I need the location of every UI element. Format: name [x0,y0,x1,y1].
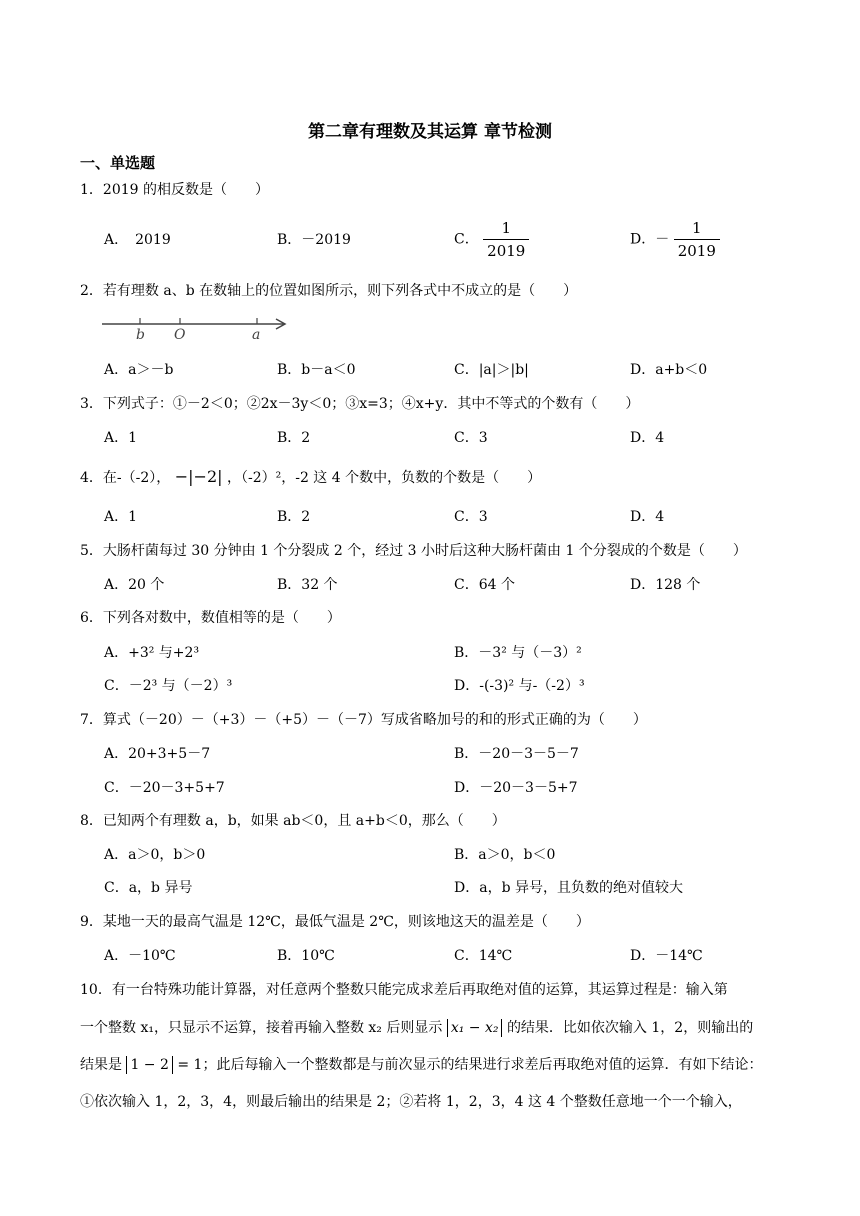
question-10-line4: ①依次输入 1，2，3，4，则最后输出的结果是 2；②若将 1，2，3，4 这 4 个整数任意地一个一个输入， [80,1094,742,1110]
q6-option-b: B．－3² 与（－3）² [454,645,582,661]
page-title: 第二章有理数及其运算 章节检测 [308,122,552,142]
q1-option-b: B．－2019 [277,232,351,248]
q2-option-a: A．a＞－b [104,362,174,378]
q10-abs-example: 1 − 2 [126,1056,172,1074]
q4-option-d: D．4 [630,509,665,525]
q9-option-b: B．10℃ [277,948,335,964]
q1-option-c [454,217,529,262]
q9-option-c: C．14℃ [454,948,513,964]
label-b: b [136,327,145,342]
q4-option-a: A．1 [104,509,138,525]
fraction-denominator: 2019 [487,242,526,260]
question-5: 5．大肠杆菌每过 30 分钟由 1 个分裂成 2 个，经过 3 小时后这种大肠杆菌由 1 个分裂成的个数是（ ） [80,543,747,559]
q4-option-b: B．2 [277,509,311,525]
question-6: 6．下列各对数中，数值相等的是（ ） [80,610,341,626]
question-1: 1．2019 的相反数是（ ） [80,182,269,198]
fraction-denominator: 2019 [677,242,716,260]
question-2: 2．若有理数 a、b 在数轴上的位置如图所示，则下列各式中不成立的是（ ） [80,283,578,299]
q4-option-c: C．3 [454,509,488,525]
q5-option-b: B．32 个 [277,577,338,593]
q5-option-d: D．128 个 [630,577,701,593]
q3-option-b: B．2 [277,430,311,446]
question-10-line1: 10．有一台特殊功能计算器，对任意两个整数只能完成求差后再取绝对值的运算，其运算过程是：输入第 [80,982,728,998]
question-3: 3．下列式子：①－2＜0；②2x－3y＜0；③x=3；④x+y．其中不等式的个数有（ ） [80,396,640,412]
q7-option-b: B．－20－3－5－7 [454,746,579,762]
q6-option-a: A．+3² 与+2³ [104,645,200,661]
q1-option-c-fraction [483,217,529,262]
q1-option-d-label: D．－ [630,231,670,248]
q10-abs-expression: x₁ − x₂ [447,1019,503,1037]
q8-option-d: D．a，b 异号，且负数的绝对值较大 [454,880,683,896]
fraction-numerator: 1 [674,217,720,240]
q9-option-a: A．－10℃ [104,948,176,964]
q3-option-d: D．4 [630,430,665,446]
q6-option-d: D．-(-3)² 与-（-2）³ [454,678,585,694]
q2-option-c: C．|a|＞|b| [454,362,529,378]
q7-option-d: D．－20－3－5+7 [454,780,578,796]
q3-option-c: C．3 [454,430,488,446]
q4-stem-part2: ，（-2）²，-2 这 4 个数中，负数的个数是（ ） [226,470,542,486]
number-line-figure [100,312,290,342]
q7-option-a: A．20+3+5－7 [104,746,211,762]
q8-option-a: A．a＞0，b＞0 [104,847,206,863]
q1-option-a: A． 2019 [104,232,171,248]
label-a: a [252,327,261,342]
q10-line2-part1: 一个整数 x₁，只显示不运算，接着再输入整数 x₂ 后则显示 [80,1020,443,1036]
label-o: O [174,327,186,342]
q10-line3-part2: = 1；此后每输入一个整数都是与前次显示的结果进行求差后再取绝对值的运算．有如下结论： [177,1057,763,1073]
q4-stem-part1: 4．在-（-2）， [80,470,171,486]
q5-option-a: A．20 个 [104,577,165,593]
question-10-line2 [80,1018,753,1038]
question-9: 9．某地一天的最高气温是 12℃，最低气温是 2℃，则该地这天的温差是（ ） [80,914,590,930]
q8-option-c: C．a，b 异号 [104,880,193,896]
q7-option-c: C．－20－3+5+7 [104,780,225,796]
q10-line2-part2: 的结果．比如依次输入 1，2，则输出的 [506,1020,754,1036]
q10-line3-part1: 结果是 [80,1057,122,1073]
section-heading: 一、单选题 [80,154,156,172]
q5-option-c: C．64 个 [454,577,515,593]
q1-option-d [630,217,720,262]
question-7: 7．算式（－20）－（+3）－（+5）－（－7）写成省略加号的和的形式正确的为（ ） [80,712,647,728]
question-4 [80,467,541,488]
q6-option-c: C．－2³ 与（－2）³ [104,678,233,694]
q9-option-d: D．－14℃ [630,948,703,964]
q1-option-c-label: C． [454,231,479,248]
q1-option-d-fraction [674,217,720,262]
q2-option-d: D．a+b＜0 [630,362,708,378]
question-8: 8．已知两个有理数 a，b，如果 ab＜0，且 a+b＜0，那么（ ） [80,813,506,829]
q4-abs-expression: −|−2| [174,467,223,486]
q2-option-b: B．b－a＜0 [277,362,356,378]
q3-option-a: A．1 [104,430,138,446]
fraction-numerator: 1 [483,217,529,240]
question-10-line3 [80,1055,762,1075]
q8-option-b: B．a＞0，b＜0 [454,847,556,863]
